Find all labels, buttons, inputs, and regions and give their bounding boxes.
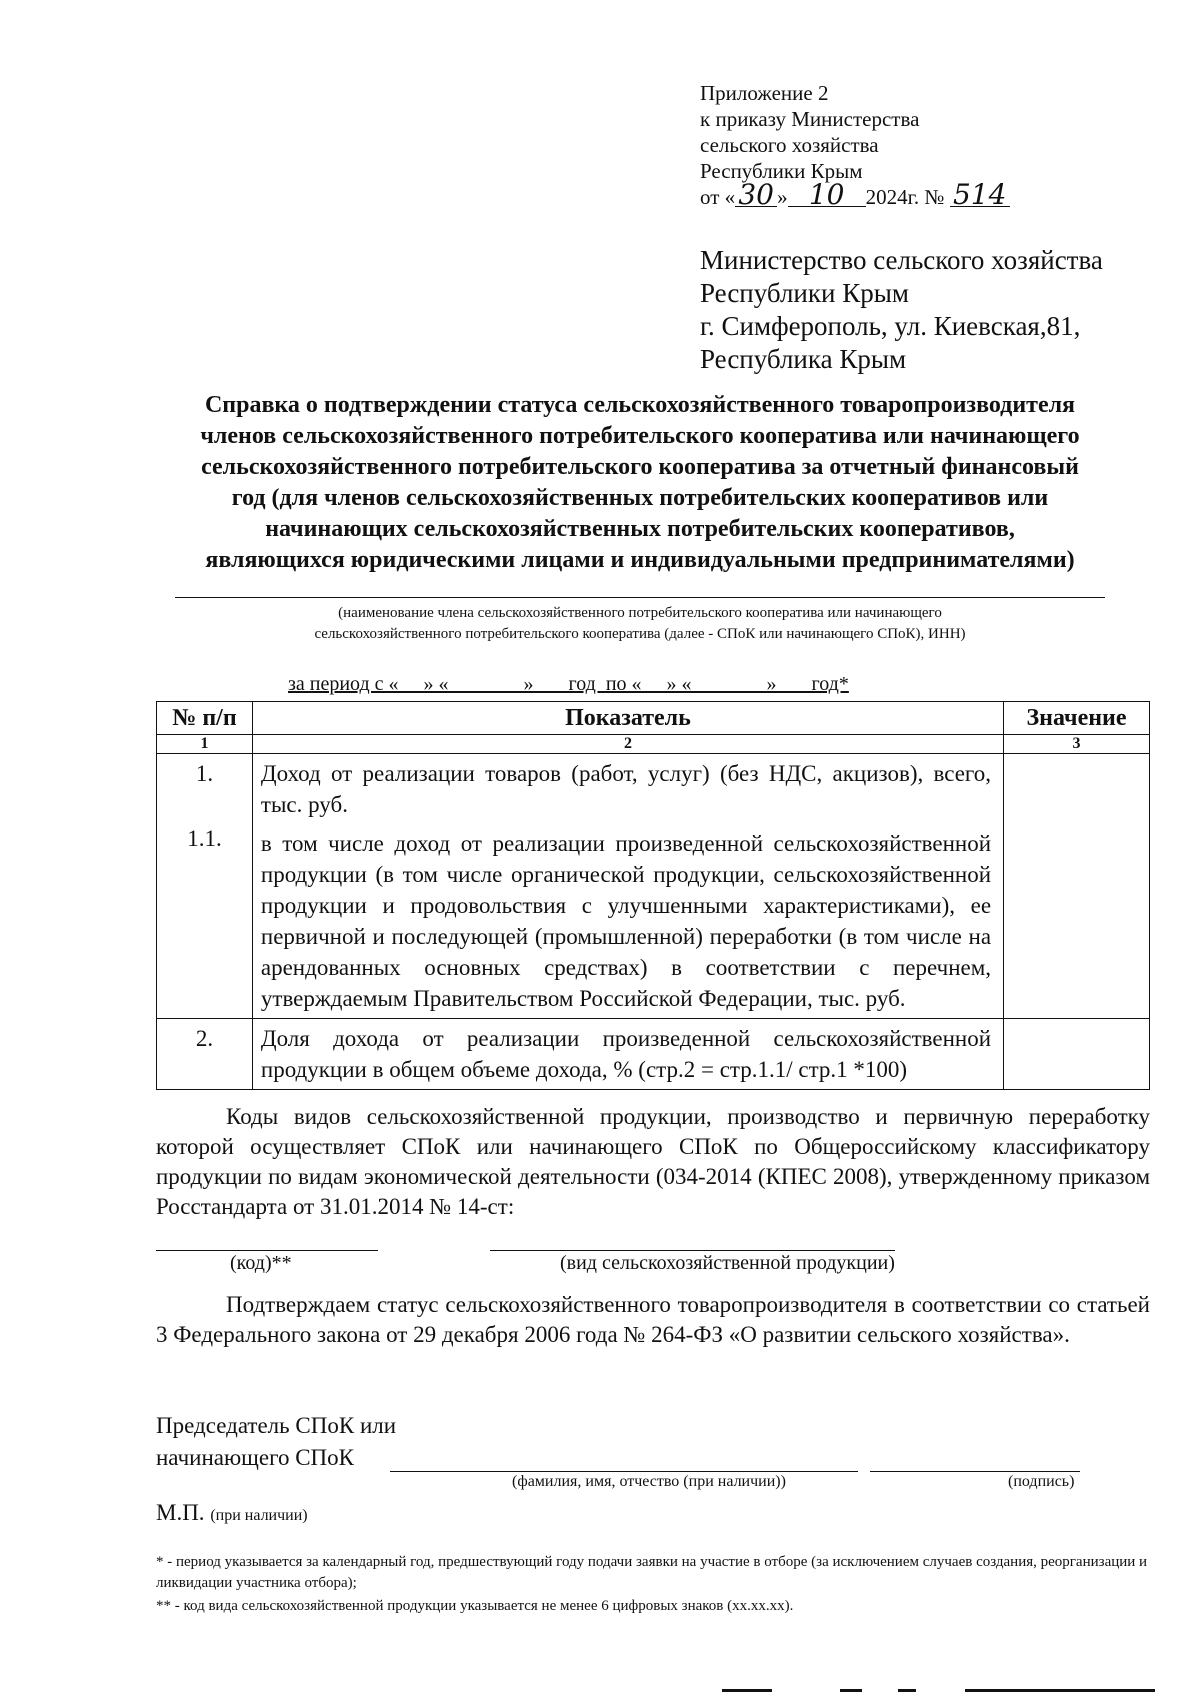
document-title: Справка о подтверждении статуса сельскохозяйственного товаропроизводителя членов сельскохозяйственного потребительского кооператива или начинающего сельскохозяйственного потребительского кооператива за отчетный финансовый год (для членов сельскохозяйственных потребительских кооперативов или начинающих сельскохозяйственных потребительских кооперативов, являющихся юридическими лицами и индивидуальными предпринимателями) <box>200 392 1080 573</box>
appendix-line: Приложение 2 <box>700 81 829 105</box>
table-row <box>157 1019 1150 1090</box>
row-value-cell[interactable] <box>1004 754 1150 1019</box>
sign-caption: (подпись) <box>1008 1473 1075 1490</box>
scan-mark <box>722 1689 772 1692</box>
addressee-block <box>700 244 1103 376</box>
header-value: Значение <box>1004 702 1150 735</box>
member-name-field[interactable] <box>175 597 1105 598</box>
confirmation-paragraph: Подтверждаем статус сельскохозяйственного товаропроизводителя в соответствии со статьей 3 Федерального закона от 29 декабря 2006 года № 264-ФЗ «О развитии сельского хозяйства». <box>156 1292 1150 1347</box>
row-indicator: Доход от реализации товаров (работ, услуг) (без НДС, акцизов), всего, тыс. руб. <box>260 761 992 817</box>
row-number: 1.1. <box>187 826 222 851</box>
addressee-line: Республика Крым <box>700 344 907 374</box>
row-indicator: в том числе доход от реализации произведенной сельскохозяйственной продукции (в том числе органической продукции, сельскохозяйственной продукции и продовольствия с улучшенными характеристиками), ее первичной и последующей (промышленной) переработки (в том числе на арендованных основных средствах) в соответствии с перечнем, утверждаемым Правительством Российской Федерации, тыс. руб. <box>260 831 992 1011</box>
fio-caption: (фамилия, имя, отчество (при наличии)) <box>512 1473 786 1490</box>
fio-field[interactable] <box>390 1471 858 1472</box>
row-number: 1. <box>195 761 214 786</box>
order-day: 30 <box>735 184 777 207</box>
scan-mark <box>840 1689 862 1692</box>
row-indicator: Доля дохода от реализации произведенной сельскохозяйственной продукции в общем объеме дохода, % (стр.2 = стр.1.1/ стр.1 *100) <box>252 1019 1003 1090</box>
chairman-label: начинающего СПоК <box>156 1445 354 1470</box>
scan-mark <box>965 1689 1155 1692</box>
footnote-1: * - период указывается за календарный год, предшествующий году подачи заявки на участие в отборе (за исключением случаев создания, реорганизации и ликвидации участника отбора); <box>156 1554 1148 1591</box>
row-number: 2. <box>157 1019 253 1090</box>
order-date-line: от « 30 » 10 2024г. № 514 <box>700 184 1010 210</box>
kind-caption: (вид сельскохозяйственной продукции) <box>560 1252 895 1274</box>
order-month: 10 <box>788 184 866 207</box>
scan-mark <box>898 1689 916 1692</box>
code-field[interactable] <box>156 1250 378 1251</box>
addressee-line: г. Симферополь, ул. Киевская,81, <box>700 311 1081 341</box>
column-number-row: 1 2 3 <box>157 735 1150 754</box>
addressee-line: Республики Крым <box>700 278 909 308</box>
appendix-line: сельского хозяйства <box>700 133 879 157</box>
addressee-line: Министерство сельского хозяйства <box>700 245 1103 275</box>
chairman-label: Председатель СПоК или <box>156 1413 397 1438</box>
codes-paragraph: Коды видов сельскохозяйственной продукции, производство и первичную переработку которой осуществляет СПоК или начинающего СПоК по Общероссийскому классификатору продукции по видам экономической деятельности (034-2014 (КПЕС 2008), утвержденному приказом Росстандарта от 31.01.2014 № 14-ст: <box>156 1104 1150 1219</box>
appendix-line: к приказу Министерства <box>700 107 920 131</box>
row-value-cell[interactable] <box>1004 1019 1150 1090</box>
order-year: 2024г. № <box>865 185 945 209</box>
member-name-caption: (наименование члена сельскохозяйственного потребительского кооператива или начинающего сельскохозяйственного потребительского кооператива (далее - СПоК или начинающего СПоК), ИНН) <box>314 605 966 642</box>
signature-block <box>156 1410 396 1474</box>
header-indicator: Показатель <box>252 702 1003 735</box>
indicators-table <box>156 701 1150 1090</box>
table-header-row <box>157 702 1150 735</box>
appendix-block <box>700 80 1010 210</box>
seal-place: М.П. (при наличии) <box>156 1500 308 1525</box>
header-number: № п/п <box>157 702 253 735</box>
kind-field[interactable] <box>490 1250 895 1251</box>
order-number: 514 <box>950 184 1010 207</box>
footnote-2: ** - код вида сельскохозяйственной продукции указывается не менее 6 цифровых знаков (хх.хх.хх). <box>156 1598 794 1614</box>
appendix-line: Республики Крым <box>700 159 863 183</box>
table-row <box>157 754 1150 1019</box>
code-caption: (код)** <box>230 1252 292 1274</box>
period-line: за период с « » « » год по « » « » год* <box>288 673 849 695</box>
signature-field[interactable] <box>870 1471 1080 1472</box>
